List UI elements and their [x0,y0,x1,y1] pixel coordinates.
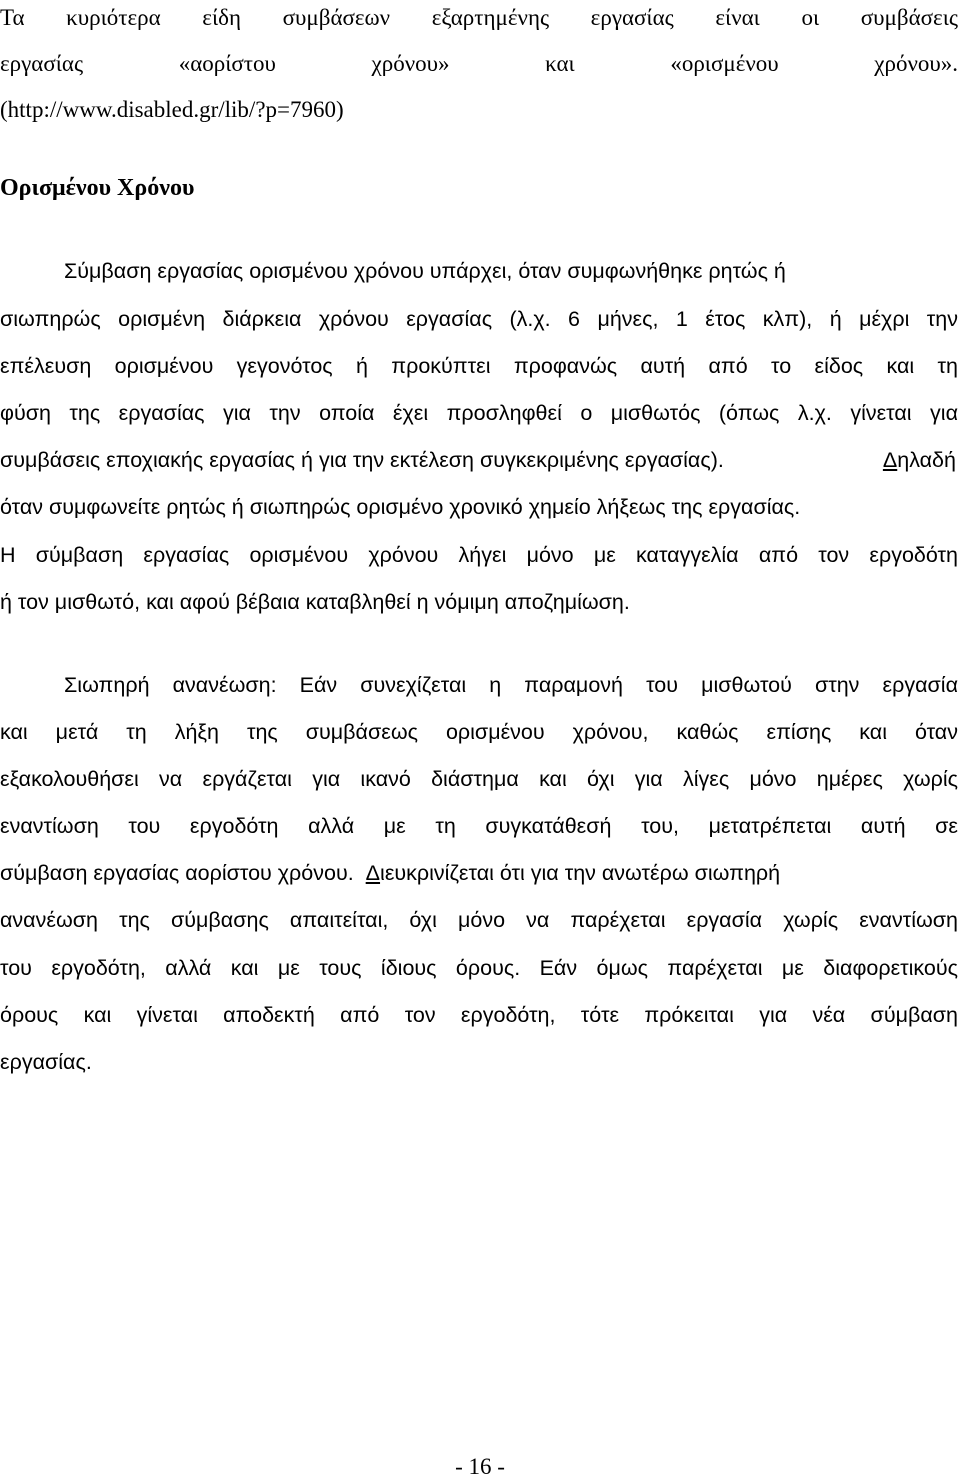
paragraph2-line-1: Σιωπηρή ανανέωση: Εάν συνεχίζεται η παραμονή του μισθωτού στην εργασία [64,673,958,697]
paragraph2-line-5-text: σύμβαση εργασίας αορίστου χρόνου. [0,861,354,885]
paragraph1-line-3: επέλευση ορισμένου γεγονότος ή προκύπτει προφανώς αυτή από το είδος και τη [0,354,958,378]
paragraph1-line-2: σιωπηρώς ορισμένη διάρκεια χρόνου εργασίας (λ.χ. 6 μήνες, 1 έτος κλπ), ή μέχρι την [0,307,958,331]
paragraph2-line-5 [0,858,958,888]
paragraph2-line-9: εργασίας. [0,1050,92,1074]
page-number: - 16 - [455,1454,505,1479]
paragraph1-line-5-text: συμβάσεις εποχιακής εργασίας ή για την εκτέλεση συγκεκριμένης εργασίας). [0,448,724,472]
section-heading: Ορισμένου Χρόνου [0,175,195,201]
intro-line-2: εργασίας «αορίστου χρόνου» και «ορισμένου χρόνου». [0,51,958,76]
paragraph1-line-1: Σύμβαση εργασίας ορισμένου χρόνου υπάρχει, όταν συμφωνήθηκε ρητώς ή [64,259,786,283]
paragraph2-line-5-rest: ιευκρινίζεται ότι για την ανωτέρω σιωπηρή [380,861,781,885]
paragraph2-line-4: εναντίωση του εργοδότη αλλά με τη συγκατάθεσή του, μετατρέπεται αυτή σε [0,814,958,838]
intro-line-1: Τα κυριότερα είδη συμβάσεων εξαρτημένης εργασίας είναι οι συμβάσεις [0,5,958,30]
paragraph2-line-3: εξακολουθήσει να εργάζεται για ικανό διάστημα και όχι για λίγες μόνο ημέρες χωρίς [0,767,958,791]
paragraph1-line-7: Η σύμβαση εργασίας ορισμένου χρόνου λήγει μόνο με καταγγελία από τον εργοδότη [0,543,958,567]
paragraph1-line-5-word: ηλαδή [897,448,956,472]
underlined-letter: Δ [882,448,898,472]
paragraph2-line-6: ανανέωση της σύμβασης απαιτείται, όχι μόνο να παρέχεται εργασία χωρίς εναντίωση [0,908,958,932]
intro-source-link: (http://www.disabled.gr/lib/?p=7960) [0,97,344,122]
paragraph1-line-8: ή τον μισθωτό, και αφού βέβαια καταβληθεί η νόμιμη αποζημίωση. [0,590,630,614]
paragraph1-line-4: φύση της εργασίας για την οποία έχει προσληφθεί ο μισθωτός (όπως λ.χ. γίνεται για [0,401,958,425]
paragraph1-line-6: όταν συμφωνείτε ρητώς ή σιωπηρώς ορισμένο χρονικό χημείο λήξεως της εργασίας. [0,495,801,519]
paragraph2-line-7: του εργοδότη, αλλά και με τους ίδιους όρους. Εάν όμως παρέχεται με διαφορετικούς [0,956,958,980]
paragraph2-line-2: και μετά τη λήξη της συμβάσεως ορισμένου χρόνου, καθώς επίσης και όταν [0,720,958,744]
paragraph2-line-8: όρους και γίνεται αποδεκτή από τον εργοδότη, τότε πρόκειται για νέα σύμβαση [0,1003,958,1027]
paragraph1-line-5-end [883,445,956,475]
underlined-letter: Δ [365,861,381,885]
paragraph1-line-5 [0,445,958,475]
